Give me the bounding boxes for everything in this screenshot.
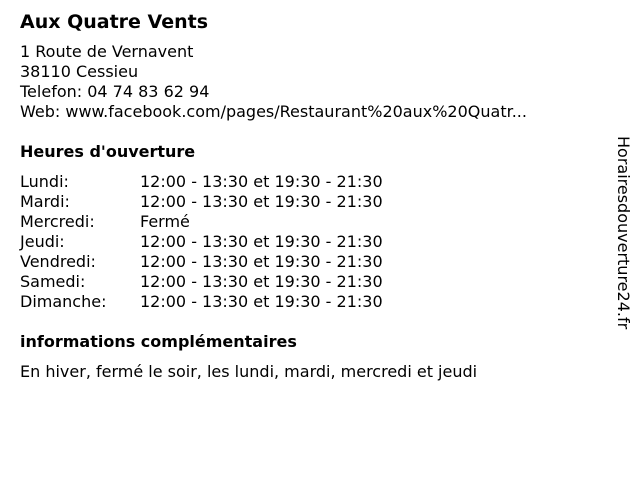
hours-row-wednesday [20, 212, 610, 232]
day-label: Samedi: [20, 272, 86, 291]
address-line-2: 38110 Cessieu [20, 62, 139, 81]
business-name: Aux Quatre Vents [20, 11, 209, 33]
hours-row-monday [20, 172, 610, 192]
day-label: Mardi: [20, 192, 70, 211]
day-hours: 12:00 - 13:30 et 19:30 - 21:30 [140, 272, 383, 291]
business-card [20, 10, 610, 382]
day-hours: 12:00 - 13:30 et 19:30 - 21:30 [140, 172, 383, 191]
hours-row-sunday [20, 292, 610, 312]
hours-row-thursday [20, 232, 610, 252]
day-label: Lundi: [20, 172, 69, 191]
hours-row-saturday [20, 272, 610, 292]
day-label: Dimanche: [20, 292, 107, 311]
hours-row-tuesday [20, 192, 610, 212]
opening-hours-table [20, 172, 610, 312]
additional-info-heading: informations complémentaires [20, 332, 297, 351]
additional-info-text: En hiver, fermé le soir, les lundi, mardi, mercredi et jeudi [20, 362, 478, 381]
watermark-text: Horairesdouverture24.fr [614, 136, 633, 330]
day-hours: 12:00 - 13:30 et 19:30 - 21:30 [140, 292, 383, 311]
day-hours: 12:00 - 13:30 et 19:30 - 21:30 [140, 252, 383, 271]
day-label: Vendredi: [20, 252, 96, 271]
phone-number: Telefon: 04 74 83 62 94 [20, 82, 210, 101]
day-hours: Fermé [140, 212, 190, 231]
hours-row-friday [20, 252, 610, 272]
site-watermark [612, 136, 634, 346]
address-line-1: 1 Route de Vernavent [20, 42, 194, 61]
website-link[interactable]: Web: www.facebook.com/pages/Restaurant%20aux%20Quatr... [20, 102, 527, 121]
day-label: Mercredi: [20, 212, 95, 231]
opening-hours-heading: Heures d'ouverture [20, 142, 196, 161]
day-hours: 12:00 - 13:30 et 19:30 - 21:30 [140, 232, 383, 251]
day-hours: 12:00 - 13:30 et 19:30 - 21:30 [140, 192, 383, 211]
day-label: Jeudi: [20, 232, 65, 251]
